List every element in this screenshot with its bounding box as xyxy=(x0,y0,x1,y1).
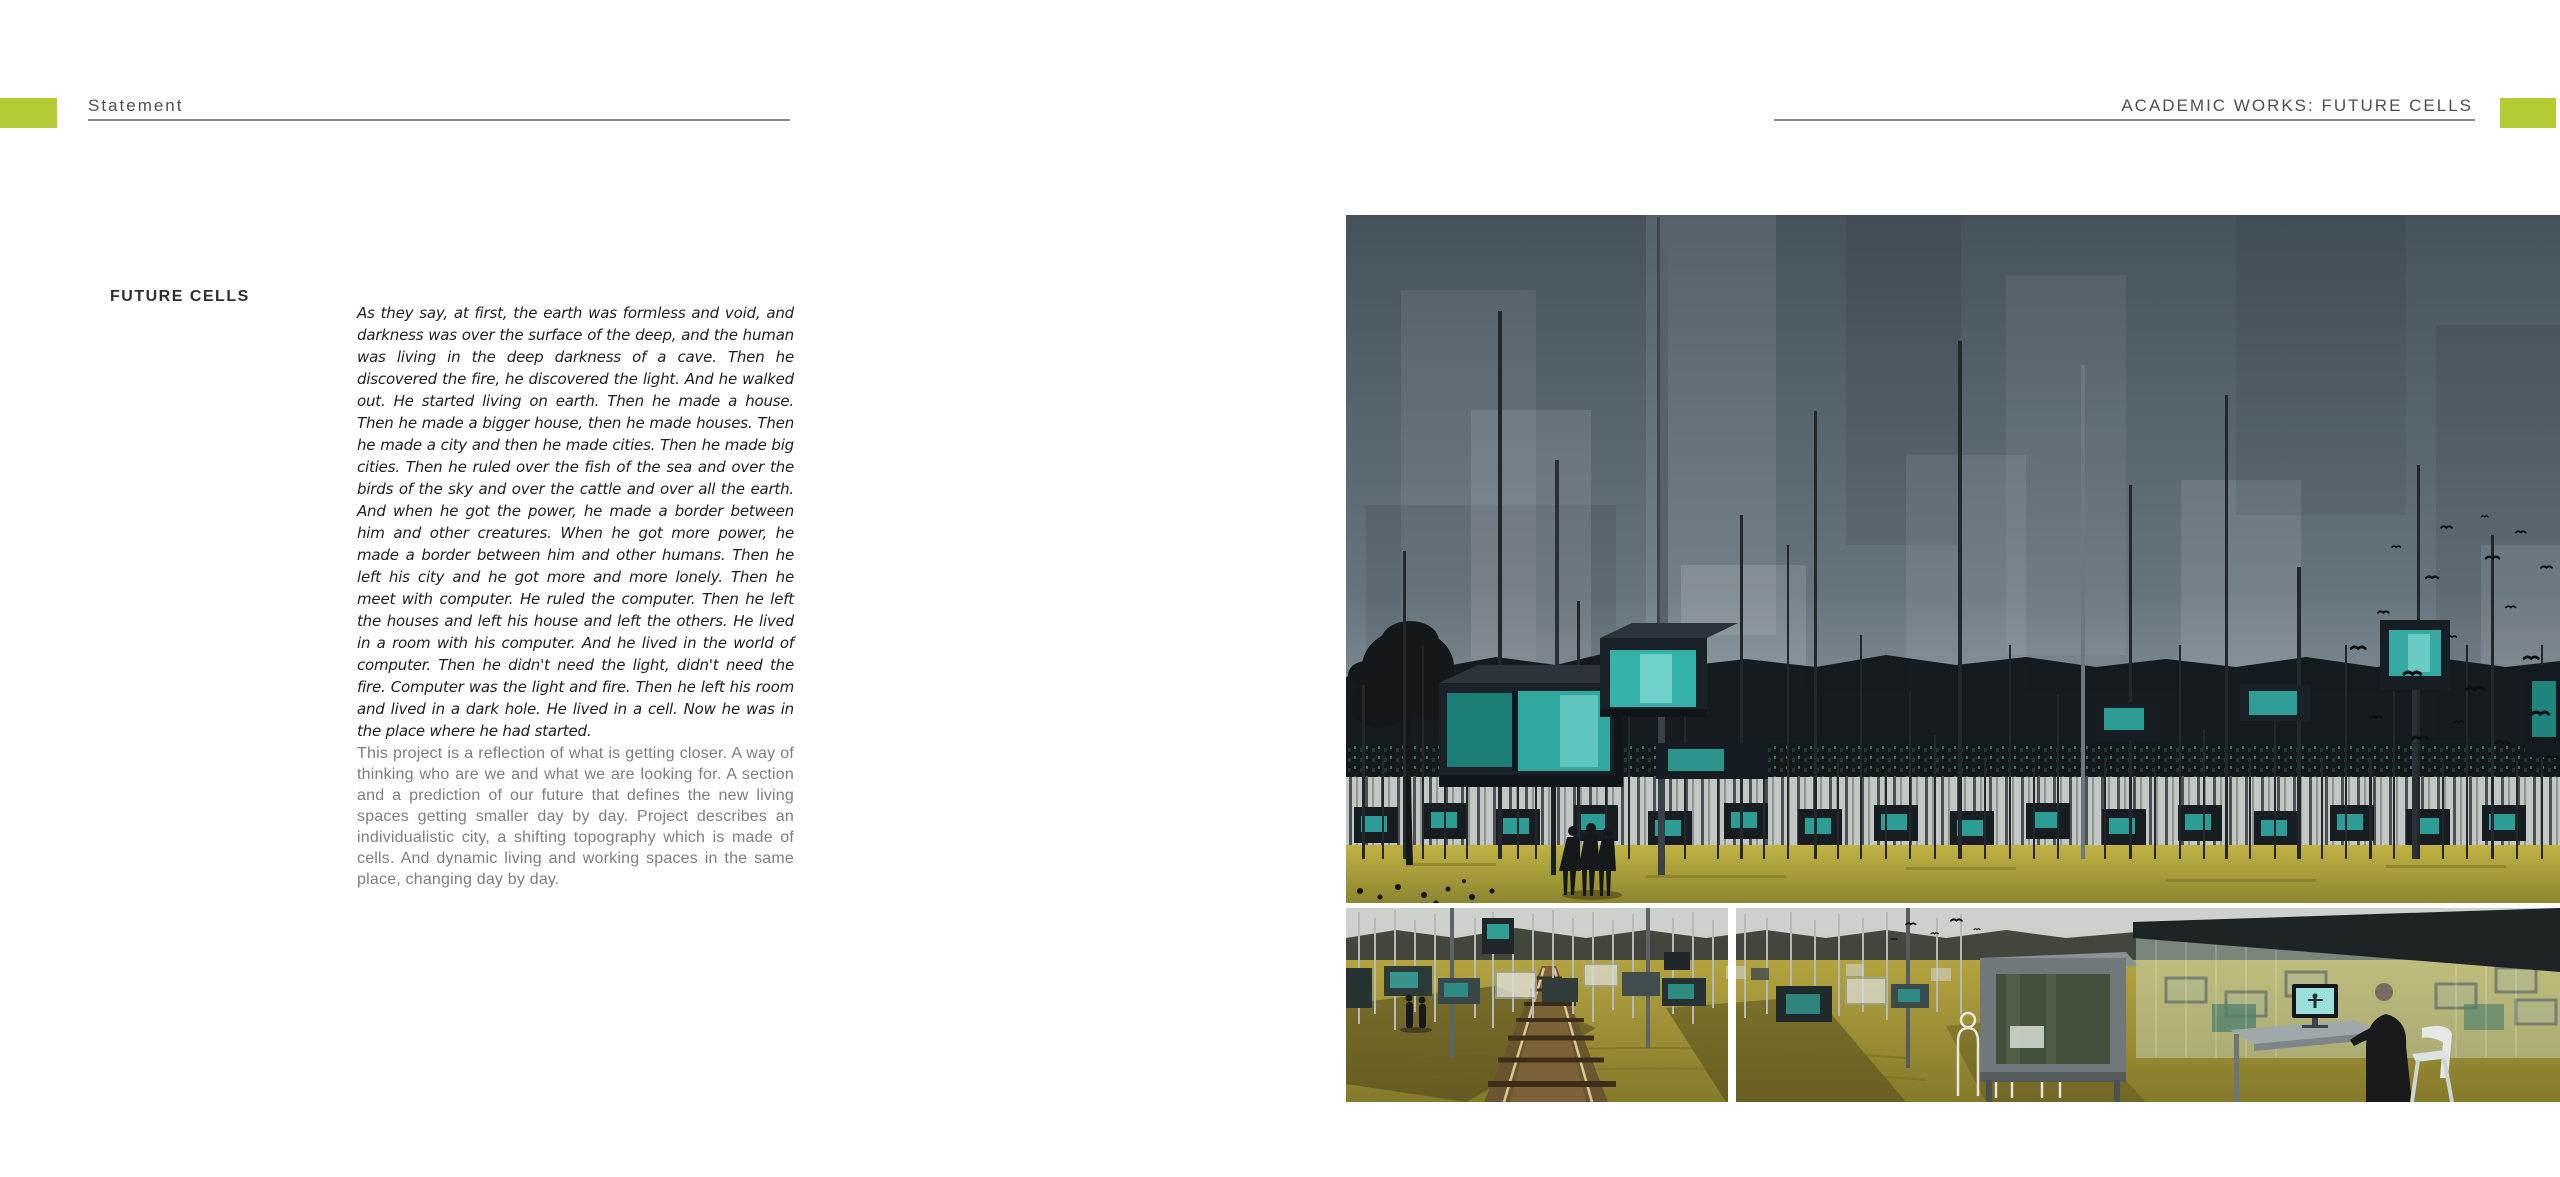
accent-block-right xyxy=(2500,98,2556,128)
cell-building-low xyxy=(1656,743,1768,779)
page-title: Statement xyxy=(88,96,184,115)
header-rule-right xyxy=(1774,119,2475,121)
meadow xyxy=(1346,845,2560,903)
project-story-paragraph: As they say, at first, the earth was formless and void, and darkness was over the surface of the deep, and the human was living in the deep darkness of a cave. Then he discovered the fire, he discovered the light. And he walked out. He started living on earth. Then he made a house. Then he made a bigger house, then he made houses. Then he made a city and then he made cities. Then he made big cities. Then he ruled over the fish of the sea and over the birds of the sky and over the cattle and over all the earth. And when he got the power, he made a border between him and other creatures. When he got more power, he made a border between him and other humans. Then he left his city and he got more and more lonely. Then he meet with computer. He ruled the computer. Then he left the houses and left his house and left the others. He lived in a room with his computer. And he lived in the world of computer. Then he didn't need the light, didn't need the fire. Computer was the light and fire. Then he left his room and lived in a dark hole. He lived in a cell. Now he was in the place where he had started. xyxy=(357,304,794,740)
project-title: FUTURE CELLS xyxy=(110,288,250,305)
section-title: ACADEMIC WORKS: FUTURE CELLS xyxy=(2121,96,2473,115)
glass-cell-box xyxy=(1980,952,2138,1102)
main-render-figure xyxy=(1346,215,2560,903)
project-description-paragraph: This project is a reflection of what is getting closer. A way of thinking who are we and what we are looking for. A section and a prediction of our future that defines the new living spaces getting smaller day by day. Project describes an individualistic city, a shifting topography which is made of cells. And dynamic living and working spaces in the same place, changing day by day. xyxy=(357,745,794,888)
header-rule-left xyxy=(88,119,790,121)
main-render-illustration xyxy=(1346,215,2560,903)
panorama-figure xyxy=(1346,908,2560,1102)
accent-block-left xyxy=(0,98,57,128)
montage-divider xyxy=(1728,908,1736,1102)
panorama-illustration xyxy=(1346,908,2560,1102)
